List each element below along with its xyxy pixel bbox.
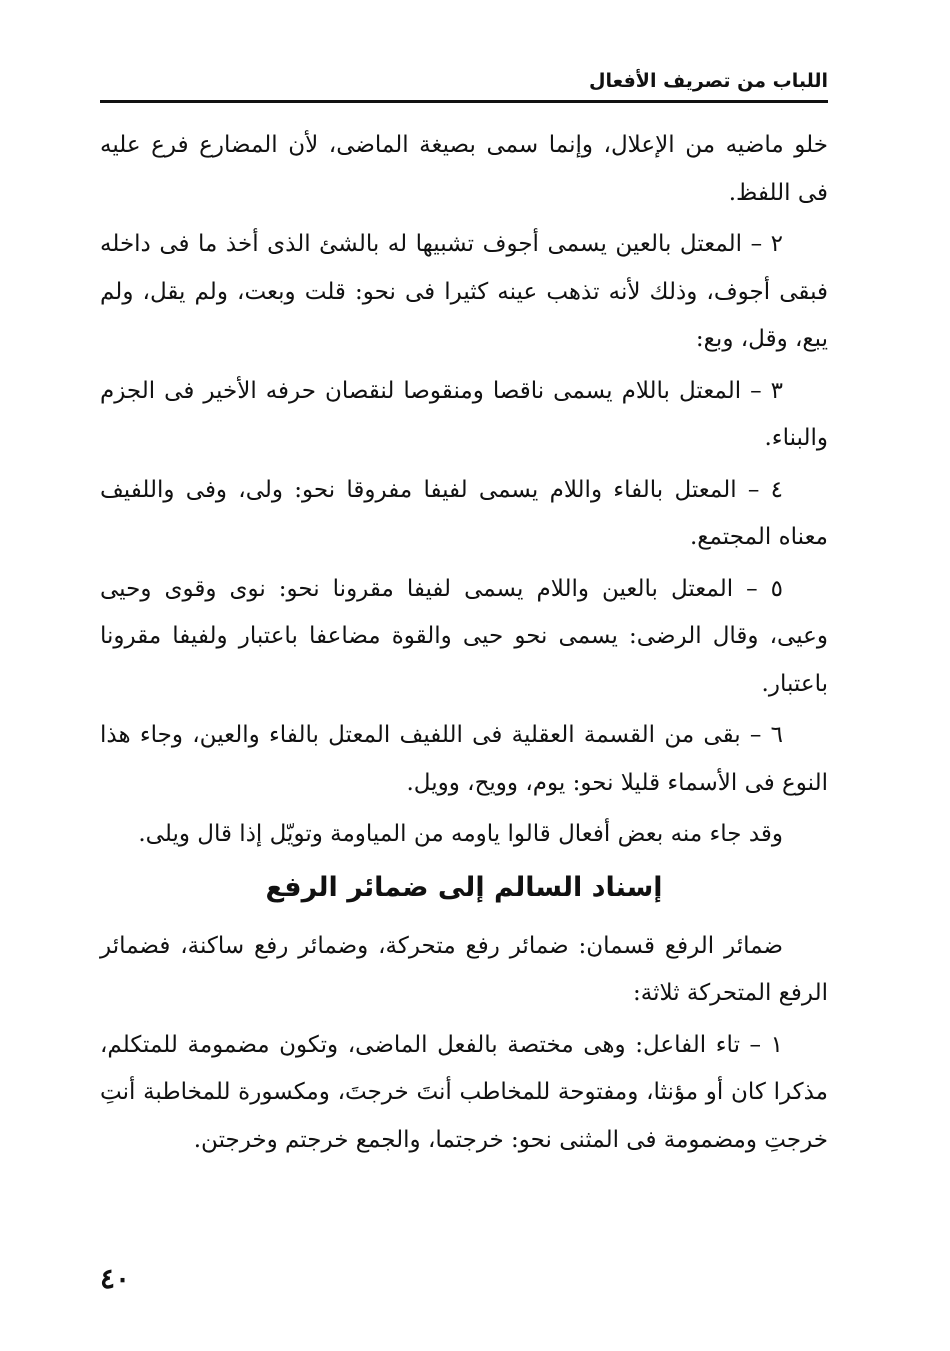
paragraph: وقد جاء منه بعض أفعال قالوا ياومه من المياومة وتويّل إذا قال ويلى. xyxy=(138,821,783,847)
paragraph: خلو ماضيه من الإعلال، وإنما سمى بصيغة الماضى، لأن المضارع فرع عليه فى اللفظ. xyxy=(100,132,828,206)
section-heading: إسناد السالم إلى ضمائر الرفع xyxy=(265,871,663,903)
paragraph: ٣ – المعتل باللام يسمى ناقصا ومنقوصا لنقصان حرفه الأخير فى الجزم والبناء. xyxy=(100,377,828,451)
page-number: ٤٠ xyxy=(100,1262,131,1295)
header-rule xyxy=(100,100,828,103)
running-header: اللباب من تصريف الأفعال xyxy=(589,70,828,92)
paragraph: ٦ – بقى من القسمة العقلية فى اللفيف المعتل بالفاء والعين، وجاء هذا النوع فى الأسماء قليلا نحو: يوم، وويح، وويل. xyxy=(100,722,828,796)
paragraph: ٢ – المعتل بالعين يسمى أجوف تشبيها له بالشئ الذى أخذ ما فى داخله فبقى أجوف، وذلك لأنه تذهب عينه كثيرا فى نحو: قلت وبعت، ولم يقل، ولم يبع، وقل، وبع: xyxy=(100,231,829,352)
paragraph: ٤ – المعتل بالفاء واللام يسمى لفيفا مفروقا نحو: ولى، وفى واللفيف معناه المجتمع. xyxy=(100,476,828,550)
paragraph: ضمائر الرفع قسمان: ضمائر رفع متحركة، وضمائر رفع ساكنة، فضمائر الرفع المتحركة ثلاثة: xyxy=(100,932,828,1006)
paragraph: ٥ – المعتل بالعين واللام يسمى لفيفا مقرونا نحو: نوى وقوى وحيى وعيى، وقال الرضى: يسمى نحو حيى والقوة مضاعفا باعتبار ولفيفا مقرونا باعتبار. xyxy=(100,575,828,697)
paragraph: ١ – تاء الفاعل: وهى مختصة بالفعل الماضى، وتكون مضمومة للمتكلم، مذكرا كان أو مؤنثا، ومفتوحة للمخاطب أنتَ خرجتَ، ومكسورة للمخاطبة أنتِ خرجتِ ومضمومة فى المثنى نحو: خرجتما، والجمع خرجتم وخرجتن. xyxy=(100,1031,828,1153)
page-body xyxy=(100,122,828,1164)
